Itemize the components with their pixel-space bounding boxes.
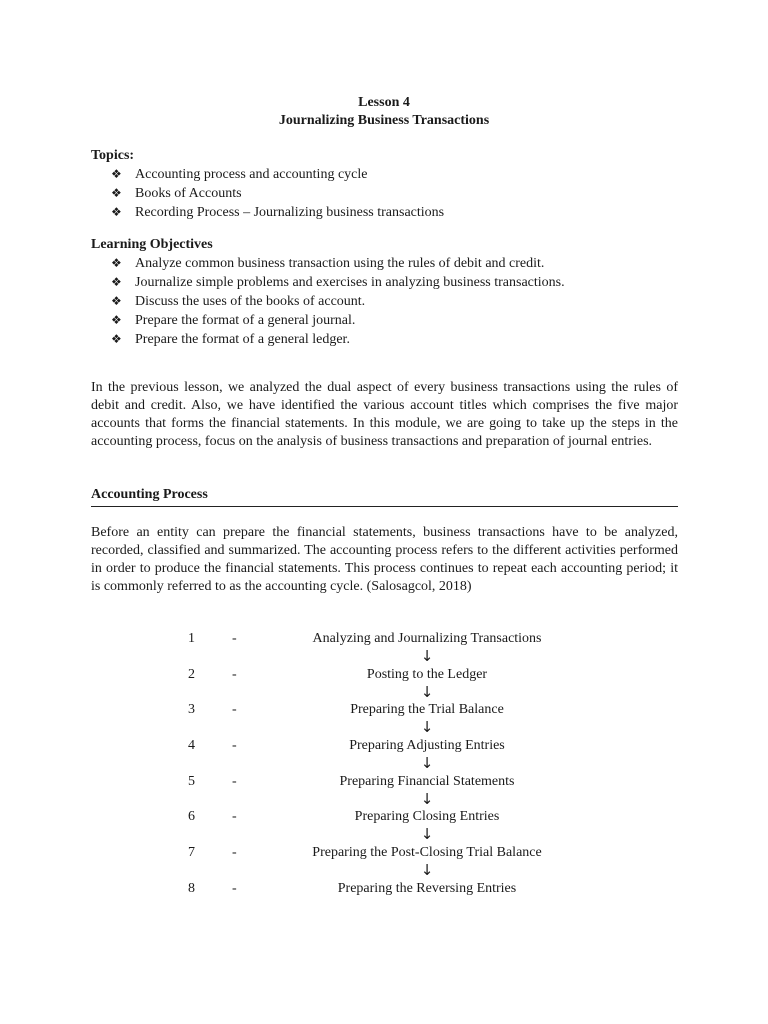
step-dash: -	[232, 738, 237, 754]
intro-paragraph: In the previous lesson, we analyzed the dual aspect of every business transactions using the rules of debit and credit. Also, we have identified the various account titles which comprises the five major accounts that forms the financial statements. In this module, we are going to take up the steps in the accounting process, focus on the analysis of business transactions and preparation of journal entries.	[91, 380, 678, 449]
step-dash: -	[232, 702, 237, 718]
accounting-process-paragraph: Before an entity can prepare the financial statements, business transactions have to be analyzed, recorded, classified and summarized. The accounting process refers to the different activities performed in order to produce the financial statements. This process continues to repeat each accounting period; it is commonly referred to as the accounting cycle. (Salosagcol, 2018)	[91, 525, 678, 594]
down-arrow-icon: ↓	[420, 682, 434, 701]
step-label: Preparing the Reversing Entries	[337, 880, 517, 896]
accounting-cycle-steps	[0, 630, 768, 898]
lesson-number: Lesson 4	[358, 95, 410, 110]
objective-text: Journalize simple problems and exercises in analyzing business transactions.	[135, 275, 565, 290]
arrow-row	[0, 719, 768, 737]
diamond-bullet-icon: ❖	[111, 256, 122, 270]
title-block	[0, 94, 768, 130]
step-dash: -	[232, 773, 237, 789]
step-number: 3	[188, 702, 195, 718]
arrow-row	[0, 826, 768, 844]
step-dash: -	[232, 631, 237, 646]
objective-text: Prepare the format of a general ledger.	[135, 332, 350, 347]
topic-text: Accounting process and accounting cycle	[135, 167, 368, 182]
list-item	[111, 330, 681, 349]
step-dash: -	[232, 880, 237, 896]
step-number: 6	[188, 809, 195, 825]
step-number: 4	[188, 738, 195, 754]
step-row	[0, 666, 768, 684]
topic-text: Books of Accounts	[135, 186, 242, 201]
step-number: 7	[188, 845, 195, 861]
step-row	[0, 737, 768, 755]
down-arrow-icon: ↓	[420, 825, 434, 844]
objective-text: Prepare the format of a general journal.	[135, 313, 356, 328]
list-item	[111, 165, 681, 184]
down-arrow-icon: ↓	[420, 718, 434, 737]
step-label: Preparing the Trial Balance	[350, 702, 504, 718]
topic-text: Recording Process – Journalizing business transactions	[135, 205, 445, 220]
diamond-bullet-icon: ❖	[111, 205, 122, 219]
step-row	[0, 844, 768, 862]
arrow-row	[0, 648, 768, 666]
objective-text: Analyze common business transaction using the rules of debit and credit.	[135, 256, 545, 271]
topics-section	[91, 147, 681, 222]
topics-heading: Topics:	[91, 148, 135, 163]
step-label: Preparing Financial Statements	[339, 773, 515, 789]
list-item	[111, 292, 681, 311]
step-label: Preparing Closing Entries	[354, 809, 500, 825]
arrow-row	[0, 755, 768, 773]
arrow-row	[0, 791, 768, 809]
step-dash: -	[232, 809, 237, 825]
down-arrow-icon: ↓	[420, 647, 434, 665]
step-label: Preparing the Post-Closing Trial Balance	[312, 845, 542, 861]
diamond-bullet-icon: ❖	[111, 275, 122, 289]
topics-list	[91, 165, 681, 222]
list-item	[111, 184, 681, 203]
diamond-bullet-icon: ❖	[111, 294, 122, 308]
list-item	[111, 203, 681, 222]
step-number: 1	[188, 631, 195, 646]
list-item	[111, 254, 681, 273]
step-label: Preparing Adjusting Entries	[349, 738, 505, 754]
lesson-title: Journalizing Business Transactions	[278, 113, 490, 128]
objectives-heading: Learning Objectives	[91, 237, 213, 252]
diamond-bullet-icon: ❖	[111, 186, 122, 200]
step-label: Analyzing and Journalizing Transactions	[312, 631, 542, 646]
accounting-process-heading: Accounting Process	[91, 486, 678, 507]
arrow-row	[0, 684, 768, 702]
step-row	[0, 630, 768, 648]
step-row	[0, 701, 768, 719]
diamond-bullet-icon: ❖	[111, 167, 122, 181]
step-label: Posting to the Ledger	[366, 666, 488, 682]
step-number: 5	[188, 773, 195, 789]
objectives-section	[91, 236, 681, 349]
step-row	[0, 880, 768, 898]
list-item	[111, 311, 681, 330]
step-dash: -	[232, 666, 237, 682]
down-arrow-icon: ↓	[420, 861, 434, 880]
arrow-row	[0, 862, 768, 880]
objectives-list	[91, 254, 681, 349]
step-row	[0, 808, 768, 826]
down-arrow-icon: ↓	[420, 754, 434, 773]
step-dash: -	[232, 845, 237, 861]
step-row	[0, 773, 768, 791]
step-number: 2	[188, 666, 195, 682]
diamond-bullet-icon: ❖	[111, 332, 122, 346]
objective-text: Discuss the uses of the books of account.	[135, 294, 366, 309]
list-item	[111, 273, 681, 292]
step-number: 8	[188, 880, 195, 896]
down-arrow-icon: ↓	[420, 789, 434, 808]
diamond-bullet-icon: ❖	[111, 313, 122, 327]
